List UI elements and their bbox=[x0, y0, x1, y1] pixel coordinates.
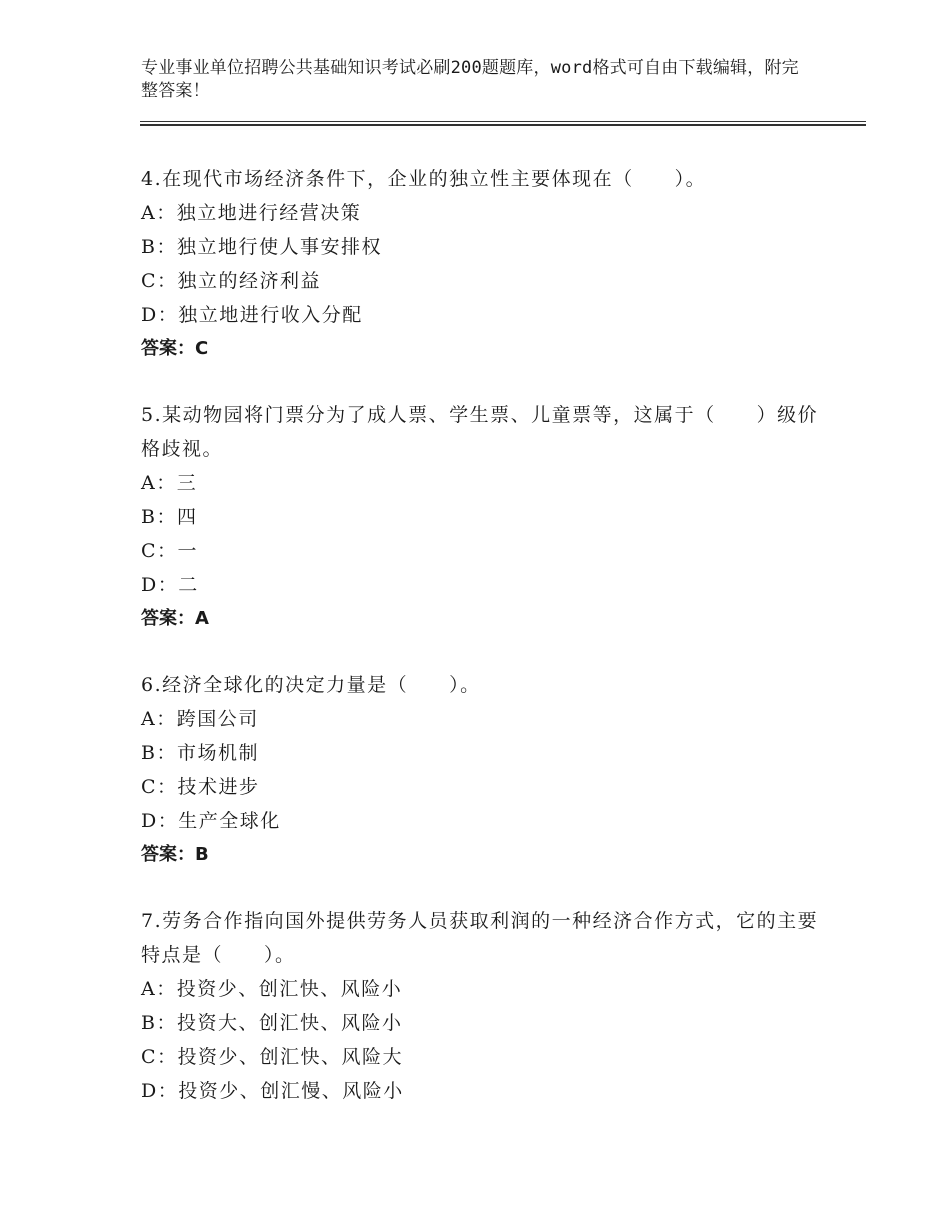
option-d: D：生产全球化 bbox=[141, 810, 281, 832]
question-stem: 7.劳务合作指向国外提供劳务人员获取利润的一种经济合作方式，它的主要特点是（ ）。 bbox=[141, 910, 819, 966]
option-a: A：独立地进行经营决策 bbox=[141, 202, 362, 224]
header-divider-thick bbox=[140, 124, 866, 126]
option-a: A：跨国公司 bbox=[141, 708, 259, 730]
question-stem: 5.某动物园将门票分为了成人票、学生票、儿童票等，这属于（ ）级价格歧视。 bbox=[141, 404, 819, 460]
question-4 bbox=[141, 162, 821, 366]
question-stem: 6.经济全球化的决定力量是（ ）。 bbox=[141, 674, 481, 696]
question-list bbox=[141, 162, 821, 1140]
option-b: B：独立地行使人事安排权 bbox=[141, 236, 382, 258]
answer-label: 答案：C bbox=[141, 338, 209, 359]
option-c: C：技术进步 bbox=[141, 776, 260, 798]
option-c: C：投资少、创汇快、风险大 bbox=[141, 1046, 404, 1068]
option-d: D：投资少、创汇慢、风险小 bbox=[141, 1080, 404, 1102]
option-b: B：投资大、创汇快、风险小 bbox=[141, 1012, 403, 1034]
document-header: 专业事业单位招聘公共基础知识考试必刷200题题库，word格式可自由下载编辑，附完整答案！ bbox=[141, 58, 799, 101]
option-a: A：投资少、创汇快、风险小 bbox=[141, 978, 403, 1000]
option-d: D：独立地进行收入分配 bbox=[141, 304, 363, 326]
answer-label: 答案：A bbox=[141, 608, 209, 629]
question-6 bbox=[141, 668, 821, 872]
question-7 bbox=[141, 904, 821, 1108]
header-divider-thin bbox=[140, 121, 866, 122]
option-c: C：一 bbox=[141, 540, 199, 562]
question-5 bbox=[141, 398, 821, 636]
answer-label: 答案：B bbox=[141, 844, 209, 865]
option-b: B：市场机制 bbox=[141, 742, 259, 764]
option-b: B：四 bbox=[141, 506, 198, 528]
option-a: A：三 bbox=[141, 472, 198, 494]
option-d: D：二 bbox=[141, 574, 199, 596]
option-c: C：独立的经济利益 bbox=[141, 270, 322, 292]
question-stem: 4.在现代市场经济条件下，企业的独立性主要体现在（ ）。 bbox=[141, 168, 707, 190]
